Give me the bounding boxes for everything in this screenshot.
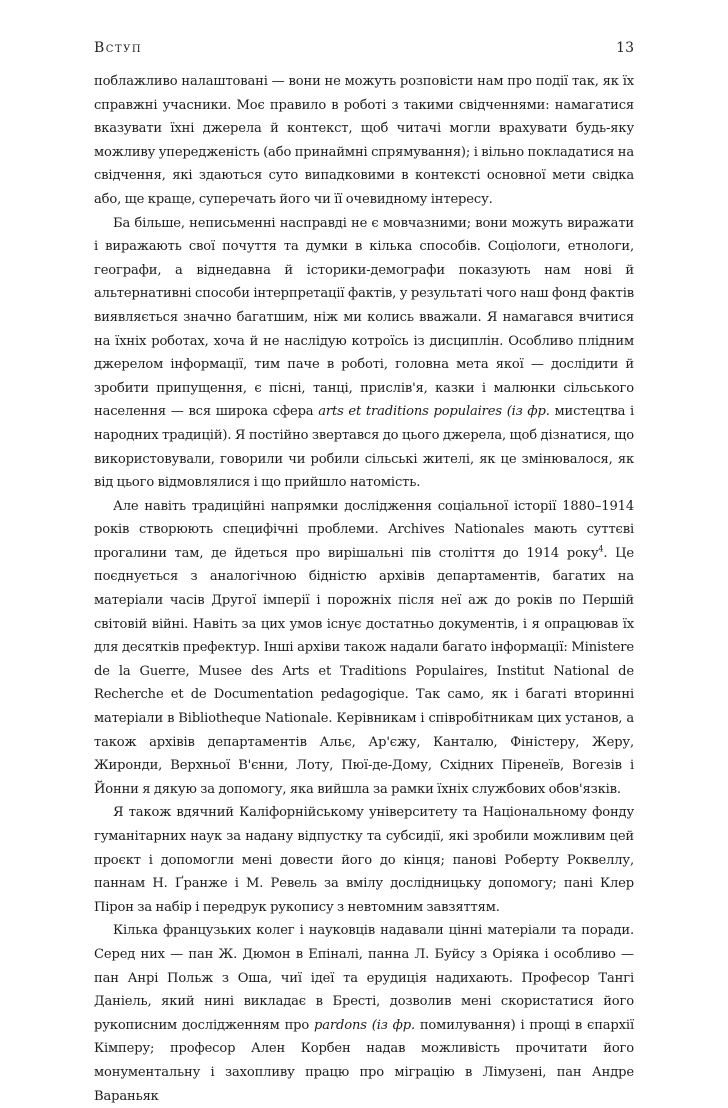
italic-term: pardons xyxy=(314,1017,367,1033)
paragraph-text: помилування) і прощі в єпархії Кімперу; професор Ален Корбен надав можливість прочитати його монументальну і захопливу працю про міграцію в Лімузені, пан Андре Вараньяк xyxy=(94,1017,634,1104)
paragraph xyxy=(94,801,634,919)
paragraph-text: мистецтва і народних традицій). Я постійно звертався до цього джерела, щоб дізнатися, що використовували, говорили чи робили сільські жителі, як це змінювалося, як від цього відмовлялися і що прийшло натомість. xyxy=(94,404,635,491)
paragraph xyxy=(94,212,634,495)
chapter-title: Вступ xyxy=(94,40,143,56)
italic-term: arts et traditions populaires xyxy=(318,404,502,420)
paragraph-text: Але навіть традиційні напрямки дослідження соціальної історії 1880–1914 років створюють специфічні проблеми. Archives Nationales мають суттєві прогалини там, де йдеться про вирішальні пів століття до 1914 року xyxy=(94,498,634,561)
translation-note: (із фр. xyxy=(501,404,550,420)
paragraph-text: Ба більше, неписьменні насправді не є мовчазними; вони можуть виражати і виражають свої почуття та думки в кілька способів. Соціологи, етнологи, географи, а віднедавна й історики-демографи показують нам нові й альтернативні способи інтерпретації фактів, у результаті чого наш фонд фактів виявляється значно багатшим, ніж ми колись вважали. Я намагався вчитися на їхніх роботах, хоча й не наслідую котроїсь із дисциплін. Особливо плідним джерелом інформації, тим паче в роботі, головна мета якої — дослідити й зробити припущення, є пісні, танці, прислів'я, казки і малюнки сільського населення — вся широка сфера xyxy=(94,215,634,420)
translation-note: (із фр. xyxy=(366,1017,415,1033)
paragraph-text: Кілька французьких колег і науковців надавали цінні матеріали та поради. Серед них — пан Ж. Дюмон в Епіналі, панна Л. Буйсу з Оріяка і особливо — пан Анрі Польж з Оша, чиї ідеї та ерудиція надихають. Професор Тангі Даніель, який нині викладає в Бресті, дозволив мені скористатися його рукописним дослідженням про xyxy=(94,923,634,1033)
paragraph xyxy=(94,919,634,1108)
footnote-marker: 4 xyxy=(598,544,604,554)
paragraph-text: Я також вдячний Каліфорнійському університету та Національному фонду гуманітарних наук за надану відпустку та субсидії, які зробили можливим цей проєкт і допомогли мені довести його до кінця; панові Роберту Роквеллу, паннам Н. Ґранже і М. Ревель за вмілу дослідницьку допомогу; пані Клер Пірон за набір і передрук рукопису з невтомним завзяттям. xyxy=(94,805,634,915)
paragraph-text: . Це поєднується з аналогічною бідністю архівів департаментів, багатих на матеріали часів Другої імперії і порожніх після неї аж до років по Першій світовій війні. Навіть за цих умов існує достатньо документів, і я опрацював їх для десятків префектур. Інші архіви також надали багато інформації: Ministere de la Guerre, Musee des Arts et Traditions Populaires, Institut National de Recherche et de Documentation pedagogique. Так само, як і багаті вторинні матеріали в Bibliotheque Nationale. Керівникам і співробітникам цих установ, а також архівів департаментів Альє, Ар'єжу, Канталю, Фіністеру, Жеру, Жиронди, Верхньої В'єнни, Лоту, Пюї-де-Дому, Східних Піренеїв, Вогезів і Йонни я дякую за допомогу, яка вийшла за рамки їхніх службових обов'язків. xyxy=(94,545,634,797)
body-text xyxy=(94,70,634,1108)
running-head xyxy=(94,40,634,62)
page-number: 13 xyxy=(616,40,634,56)
paragraph-text: поблажливо налаштовані — вони не можуть розповісти нам про події так, як їх справжні учасники. Моє правило в роботі з такими свідченнями: намагатися вказувати їхні джерела й контекст, щоб читачі могли врахувати будь-яку можливу упередженість (або принаймні спрямування); і вільно покладатися на свідчення, які здаються суто випадковими в контексті основної мети свідка або, ще краще, суперечать його чи її очевидному інтересу. xyxy=(94,74,634,207)
paragraph xyxy=(94,495,634,802)
paragraph xyxy=(94,70,634,212)
